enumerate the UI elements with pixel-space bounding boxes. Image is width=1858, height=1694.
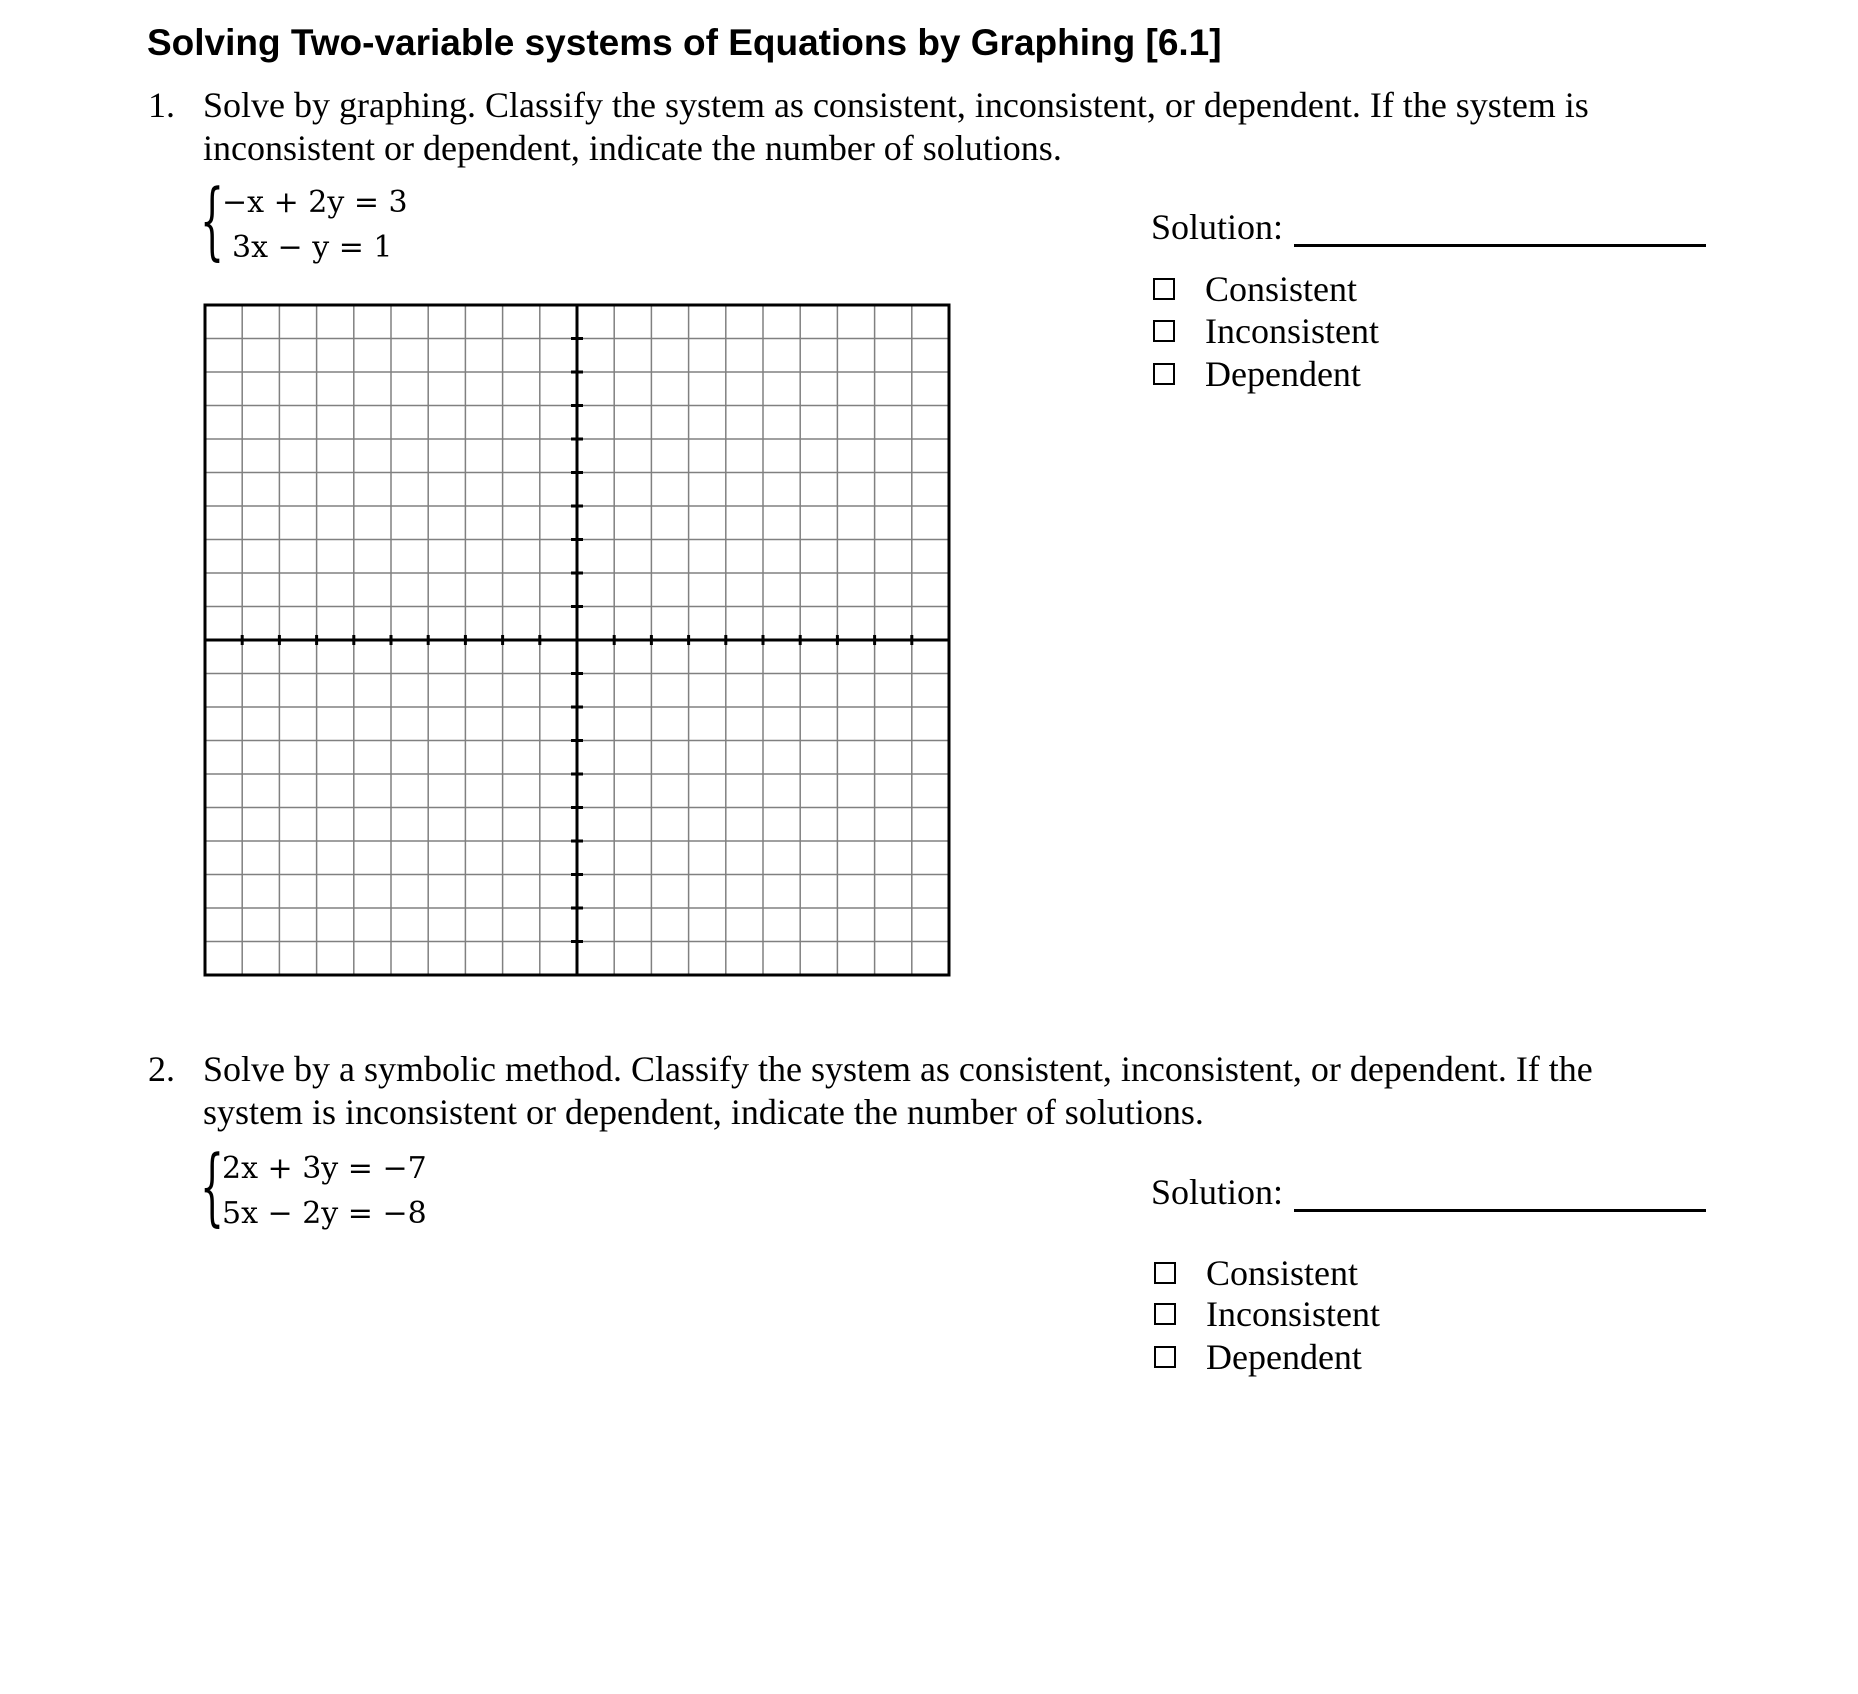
question-1-inconsistent-checkbox[interactable] [1153,320,1175,342]
question-1-equation-2: 3x − y = 1 [232,230,393,265]
system-brace: { [200,171,225,269]
question-2-number: 2. [148,1049,175,1089]
question-2-consistent-label: Consistent [1206,1253,1359,1293]
question-2-text-line1: Solve by a symbolic method. Classify the system as consistent, inconsistent, or dependent. If the [203,1049,1593,1089]
question-1-consistent-label: Consistent [1205,269,1358,309]
question-1-text-line1: Solve by graphing. Classify the system as consistent, inconsistent, or dependent. If the system is [203,85,1589,125]
question-2-text-line2: system is inconsistent or dependent, indicate the number of solutions. [203,1092,1204,1132]
question-1-solution-blank[interactable] [1294,244,1706,247]
question-1-text-line2: inconsistent or dependent, indicate the number of solutions. [203,128,1062,168]
question-1-consistent-checkbox[interactable] [1153,278,1175,300]
question-2-inconsistent-label: Inconsistent [1206,1294,1380,1334]
system-brace: { [200,1137,225,1235]
question-2-solution-label: Solution: [1151,1172,1284,1212]
question-1-number: 1. [148,85,175,125]
question-1-solution-label: Solution: [1151,207,1284,247]
question-2-dependent-checkbox[interactable] [1154,1346,1176,1368]
question-1-dependent-label: Dependent [1205,354,1361,394]
question-2-dependent-label: Dependent [1206,1337,1362,1377]
question-2-equation-2: 5x − 2y = −8 [222,1196,427,1231]
question-1-dependent-checkbox[interactable] [1153,363,1175,385]
question-2-inconsistent-checkbox[interactable] [1154,1303,1176,1325]
question-2-equation-1: 2x + 3y = −7 [222,1151,427,1186]
question-2-consistent-checkbox[interactable] [1154,1262,1176,1284]
question-2-solution-blank[interactable] [1294,1209,1706,1212]
coordinate-grid[interactable] [203,303,951,977]
worksheet-title: Solving Two-variable systems of Equations by Graphing [6.1] [147,22,1222,63]
question-1-equation-1: −x + 2y = 3 [222,185,408,220]
question-1-inconsistent-label: Inconsistent [1205,311,1379,351]
